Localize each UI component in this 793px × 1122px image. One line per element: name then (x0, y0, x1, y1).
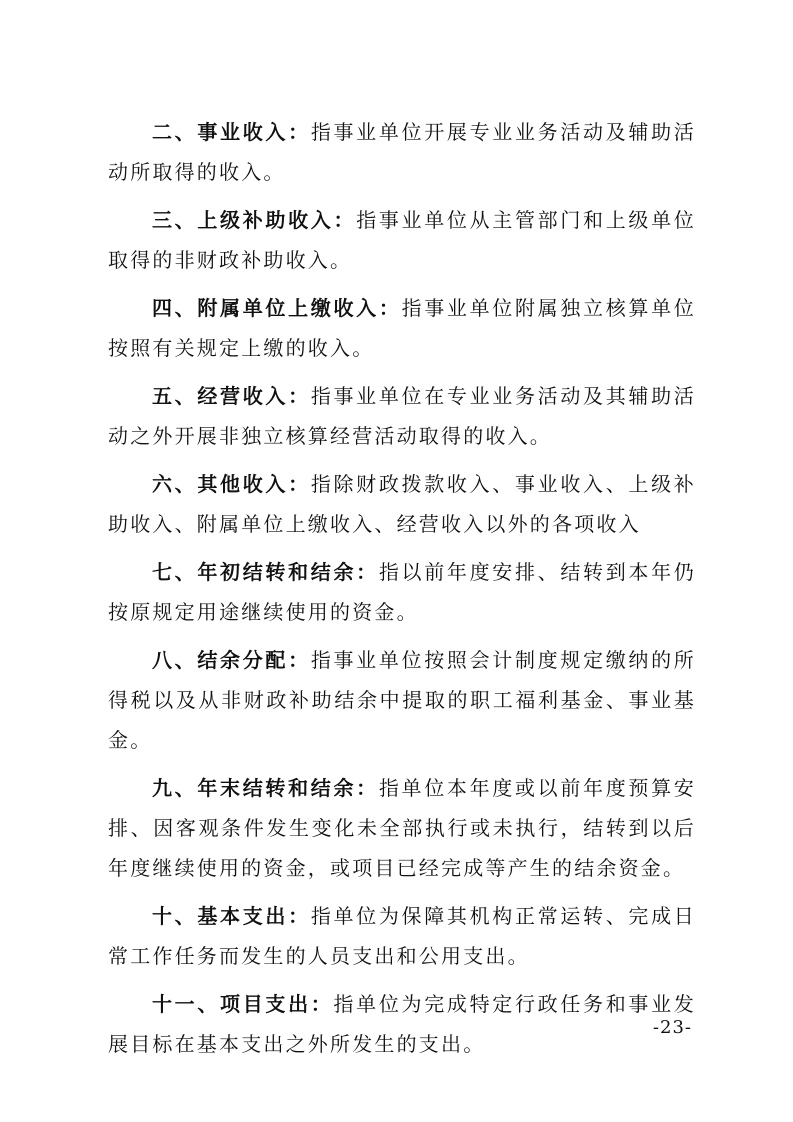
entry-term: 八、结余分配： (152, 648, 311, 672)
entry-text: 指事业单位附属独立核算单位按照有关规定上缴的收入。 (108, 296, 696, 360)
entry-term: 十一、项目支出： (152, 992, 334, 1016)
page-number: -23- (652, 1017, 692, 1038)
entry-term: 七、年初结转和结余： (152, 560, 379, 584)
entry-term: 九、年末结转和结余： (152, 776, 379, 800)
entry-text: 指单位为完成特定行政任务和事业发展目标在基本支出之外所发生的支出。 (108, 992, 696, 1056)
entry-text: 指以前年度安排、结转到本年仍按原规定用途继续使用的资金。 (108, 560, 696, 624)
entry-term: 六、其他收入： (152, 472, 311, 496)
entry-text: 指事业单位在专业业务活动及其辅助活动之外开展非独立核算经营活动取得的收入。 (108, 384, 696, 448)
entry-text: 指单位本年度或以前年度预算安排、因客观条件发生变化未全部执行或未执行，结转到以后年度继续使用的资金，或项目已经完成等产生的结余资金。 (108, 776, 696, 880)
entry-text: 指事业单位按照会计制度规定缴纳的所得税以及从非财政补助结余中提取的职工福利基金、事业基金。 (108, 648, 696, 752)
entry-term: 二、事业收入： (152, 120, 311, 144)
entry-text: 指除财政拨款收入、事业收入、上级补助收入、附属单位上缴收入、经营收入以外的各项收入 (108, 472, 696, 536)
entry-affiliated-unit-income (108, 288, 696, 368)
entry-text: 指事业单位从主管部门和上级单位取得的非财政补助收入。 (108, 208, 696, 272)
entry-text: 指事业单位开展专业业务活动及辅助活动所取得的收入。 (108, 120, 696, 184)
entry-business-income (108, 112, 696, 192)
entry-term: 五、经营收入： (152, 384, 311, 408)
entry-surplus-distribution (108, 640, 696, 760)
entry-term: 三、上级补助收入： (152, 208, 357, 232)
entry-text: 指单位为保障其机构正常运转、完成日常工作任务而发生的人员支出和公用支出。 (108, 904, 696, 968)
entry-operating-income (108, 376, 696, 456)
entry-project-expenditure (108, 984, 696, 1064)
entry-closing-carryover (108, 768, 696, 888)
entry-superior-subsidy-income (108, 200, 696, 280)
document-body (108, 112, 696, 1072)
entry-basic-expenditure (108, 896, 696, 976)
entry-term: 四、附属单位上缴收入： (152, 296, 402, 320)
entry-other-income (108, 464, 696, 544)
entry-opening-carryover (108, 552, 696, 632)
entry-term: 十、基本支出： (152, 904, 311, 928)
